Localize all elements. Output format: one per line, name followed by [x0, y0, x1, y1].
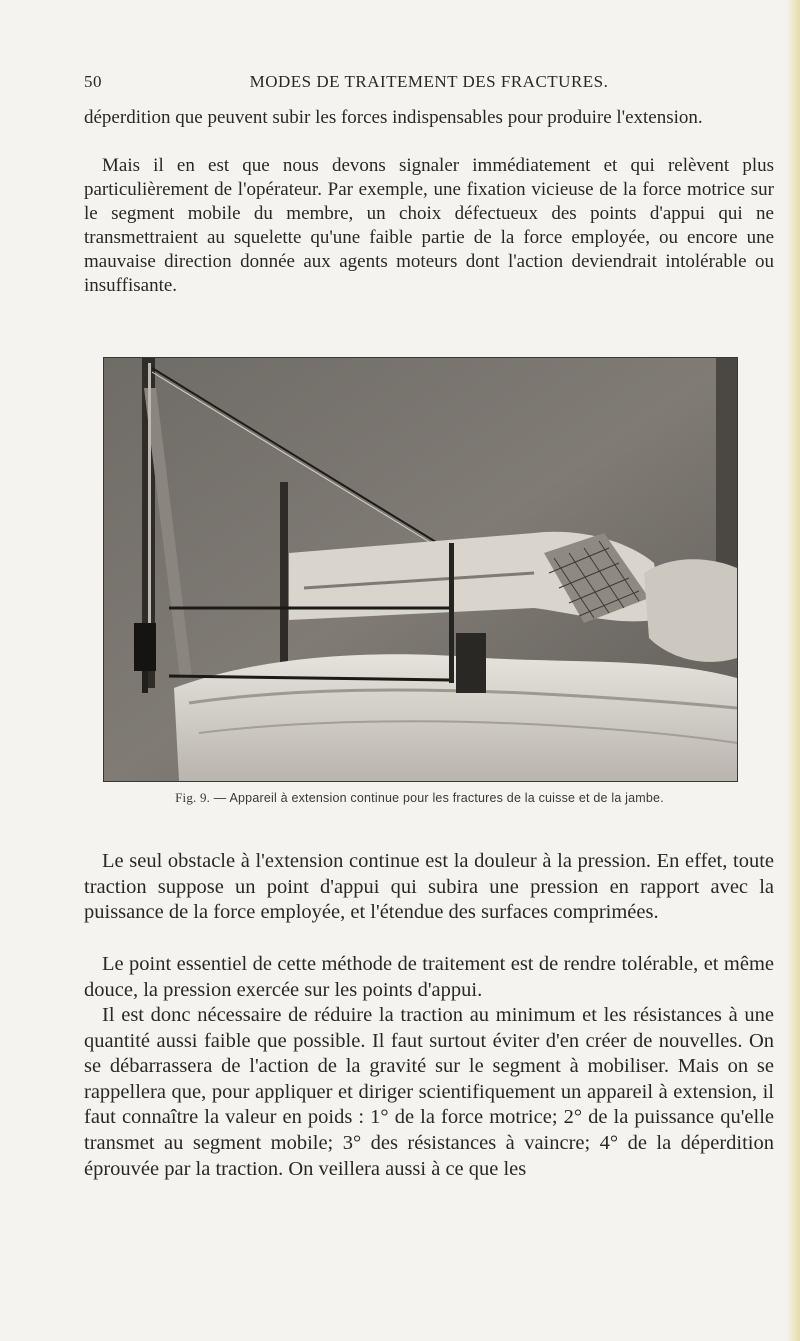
- running-title: MODES DE TRAITEMENT DES FRACTURES.: [249, 72, 609, 91]
- figure-caption: [103, 790, 736, 806]
- running-header: [84, 72, 774, 96]
- traction-apparatus-photo: [104, 358, 737, 781]
- figure-label: Fig. 9.: [175, 790, 211, 805]
- caption-text: — Appareil à extension continue pour les fractures de la cuisse et de la jambe.: [213, 791, 664, 805]
- paragraph-2: Mais il en est que nous devons signaler immédiatement et qui relèvent plus particulièrement de l'opérateur. Par exemple, une fixation vicieuse de la force motrice sur le segment mobile du membre, un choix défectueux des points d'appui qui ne transmettraient au squelette qu'une faible partie de la force employée, ou encore une mauvaise direction donnée aux agents moteurs dont l'action deviendrait intolérable ou insuffisante.: [84, 155, 774, 296]
- paragraph-5: Il est donc nécessaire de réduire la traction au minimum et les résistances à une quantité aussi faible que possible. Il faut surtout éviter d'en créer de nouvelles. On se débarrassera de l'action de la gravité sur le segment à mobiliser. Mais on se rappellera que, pour appliquer et diriger scientifiquement un appareil à extension, il faut connaître la valeur en poids : 1° de la force motrice; 2° de la puissance qu'elle transmet au segment mobile; 3° des résistances à vaincre; 4° de la déperdition éprouvée par la traction. On veillera aussi à ce que les: [84, 1004, 774, 1180]
- figure-photograph: [103, 357, 738, 782]
- page-edge: [786, 0, 800, 1341]
- paragraph-1: déperdition que peuvent subir les forces indispensables pour produire l'extension.: [84, 107, 703, 128]
- page-number: 50: [84, 72, 102, 91]
- paragraph-4: Le point essentiel de cette méthode de traitement est de rendre tolérable, et même douce, la pression exercée sur les points d'appui.: [84, 953, 774, 1001]
- paragraph-3: Le seul obstacle à l'extension continue est la douleur à la pression. En effet, toute traction suppose un point d'appui qui subira une pression en rapport avec la puissance de la force employée, et l'étendue des surfaces comprimées.: [84, 850, 774, 924]
